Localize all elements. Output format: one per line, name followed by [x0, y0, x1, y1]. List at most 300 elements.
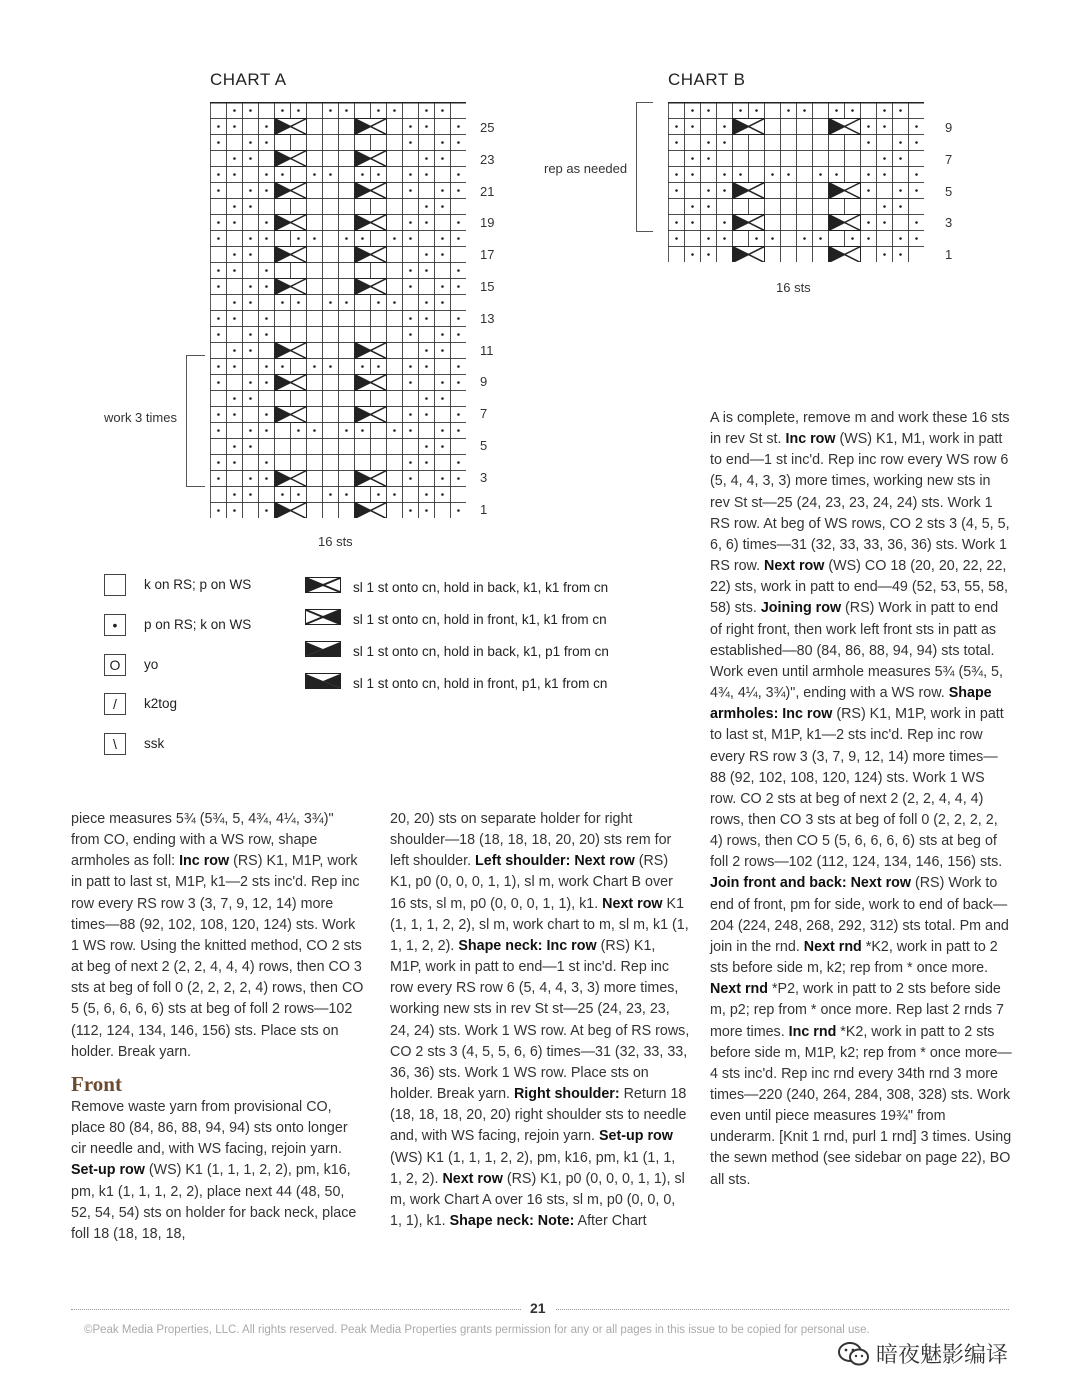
text-column-1 [71, 809, 366, 1245]
cable-cross [733, 119, 765, 135]
chart-cell [909, 151, 925, 167]
purl-dot [409, 189, 412, 192]
footer-rule-right [556, 1309, 1009, 1310]
purl-dot [409, 429, 412, 432]
chart-cell [435, 167, 451, 183]
purl-dot [265, 189, 268, 192]
cable-cross [733, 215, 765, 231]
chart-cell [339, 135, 355, 151]
purl-dot [441, 205, 444, 208]
chart-cell [339, 391, 355, 407]
purl-dot [233, 269, 236, 272]
purl-dot [819, 173, 822, 176]
cable-cross [355, 375, 387, 391]
purl-dot [249, 493, 252, 496]
chart-cell [717, 247, 733, 263]
chart-cell [291, 391, 307, 407]
chart-cell [435, 311, 451, 327]
chart-cell [227, 279, 243, 295]
col3-text: (RS) Work in patt to end of right front, then work left front sts in patt as established—80 (84, 86, 88, 94, 94) sts total. Work even until armhole measures 5¾ (5¾, 5, 4¾, 4¼, 3¾)", ending with a WS row. [710, 600, 1003, 702]
purl-dot [457, 125, 460, 128]
chart-cell [749, 199, 765, 215]
chart-cell [307, 343, 323, 359]
col2-bold: Next row [442, 1170, 503, 1187]
chart-cell [813, 183, 829, 199]
purl-dot [739, 173, 742, 176]
purl-dot [723, 125, 726, 128]
chart-cell [243, 503, 259, 519]
chart-cell [781, 231, 797, 247]
purl-dot [441, 141, 444, 144]
chart-b-sts-label: 16 sts [776, 280, 811, 295]
chart-a-row-number: 9 [480, 374, 488, 390]
chart-cell [387, 359, 403, 375]
chart-cell [323, 343, 339, 359]
chart-cell [893, 119, 909, 135]
chart-cell [765, 199, 781, 215]
chart-cell [861, 199, 877, 215]
chart-cell [813, 135, 829, 151]
cable-cross [275, 247, 307, 263]
purl-dot [393, 429, 396, 432]
chart-cell [749, 135, 765, 151]
chart-cell [419, 327, 435, 343]
purl-dot [265, 381, 268, 384]
chart-cell [419, 375, 435, 391]
chart-cell [227, 471, 243, 487]
purl-dot [377, 109, 380, 112]
purl-dot [249, 381, 252, 384]
chart-cell [371, 231, 387, 247]
purl-dot [425, 221, 428, 224]
copyright-notice: ©Peak Media Properties, LLC. All rights reserved. Peak Media Properties grants permission for any or all pages in this issue to be copied for personal use. [84, 1324, 870, 1336]
purl-dot [233, 509, 236, 512]
col1-text: (RS) K1, M1P, work in patt to last st, M1P, k1—2 sts inc'd. Rep inc row every RS row 3 (3, 7, 9, 12, 14) more times—88 (92, 102, 108, 120, 124) sts. Work 1 WS row. Using the knitted method, CO 2 sts at beg of next 2 (2, 2, 4, 4, 4) rows, then CO 3 sts at beg of foll 0 (2, 2, 2, 2, 4) rows, then CO 5 (5, 6, 6, 6, 6) sts at beg of foll 2 rows—102 (112, 124, 134, 146, 156) sts. Place sts on holder. Break yarn. [71, 853, 364, 1060]
purl-dot [297, 429, 300, 432]
purl-dot [457, 461, 460, 464]
chart-cell [419, 135, 435, 151]
purl-dot [249, 253, 252, 256]
purl-dot [265, 285, 268, 288]
chart-cell [861, 103, 877, 119]
chart-cell [813, 215, 829, 231]
chart-cell [387, 215, 403, 231]
cable-cross [275, 151, 307, 167]
col1-bold: Inc row [179, 853, 230, 870]
purl-dot [265, 413, 268, 416]
purl-dot [233, 221, 236, 224]
chart-cell [355, 439, 371, 455]
col2-text: Return 18 (18, 18, 18, 20, 20) right shoulder sts to needle and, with WS facing, rejoin yarn. [390, 1086, 687, 1145]
chart-cell [717, 151, 733, 167]
text-column-3 [710, 408, 1012, 1191]
purl-dot [265, 221, 268, 224]
chart-cell [275, 439, 291, 455]
chart-cell [877, 183, 893, 199]
purl-dot [281, 173, 284, 176]
col3-bold: Next row [850, 875, 911, 892]
chart-cell [685, 135, 701, 151]
chart-cell [669, 103, 685, 119]
col3-text: (WS) CO 18 (20, 20, 22, 22, 22) sts, work in patt to end—49 (52, 53, 55, 58, 58) sts. [710, 558, 1009, 617]
chart-cell [259, 247, 275, 263]
chart-cell [339, 471, 355, 487]
chart-a-row-number: 1 [480, 501, 488, 517]
chart-cell [435, 359, 451, 375]
purl-dot [377, 365, 380, 368]
chart-cell [371, 327, 387, 343]
purl-dot [899, 141, 902, 144]
purl-dot [441, 397, 444, 400]
chart-cell [211, 439, 227, 455]
chart-cell [797, 183, 813, 199]
chart-cell [243, 263, 259, 279]
chart-cell [323, 423, 339, 439]
chart-cell [259, 391, 275, 407]
cable-cross [733, 247, 765, 263]
chart-cell [387, 503, 403, 519]
chart-b-repeat-label: rep as needed [544, 161, 628, 176]
purl-dot [329, 109, 332, 112]
purl-dot [723, 141, 726, 144]
chart-cell [877, 231, 893, 247]
purl-dot [345, 237, 348, 240]
chart-cell [339, 407, 355, 423]
chart-cell [339, 375, 355, 391]
purl-dot [441, 477, 444, 480]
purl-dot [691, 125, 694, 128]
chart-cell [419, 231, 435, 247]
chart-cell [781, 199, 797, 215]
purl-dot [675, 173, 678, 176]
purl-dot [249, 109, 252, 112]
chart-b-grid [668, 102, 924, 262]
cable-cross [275, 407, 307, 423]
purl-dot [425, 157, 428, 160]
purl-dot [851, 109, 854, 112]
purl-dot [425, 461, 428, 464]
purl-dot [867, 173, 870, 176]
purl-dot [707, 157, 710, 160]
purl-dot [329, 301, 332, 304]
col2-text: (RS) K1, M1P, work in patt to end—1 st inc'd. Rep inc row every RS row 6 (5, 4, 4, 3, 3) more times, working new sts in rev St st—25 (24, 23, 23, 24, 24) sts. Work 1 WS row. At beg of RS rows, CO 2 sts 3 (4, 5, 5, 6, 6) times—31 (32, 33, 33, 36, 36) sts. Work 1 WS row. Place sts on holder. Break yarn. [390, 937, 690, 1103]
purl-dot [707, 109, 710, 112]
purl-dot [265, 365, 268, 368]
purl-dot [441, 493, 444, 496]
chart-cell [339, 183, 355, 199]
purl-dot [249, 477, 252, 480]
col2-text: (RS) K1, p0 (0, 0, 0, 1, 1), sl m, work Chart A over 16 sts, sl m, p0 (0, 0, 0, 1, 1), k1. [390, 1170, 685, 1229]
chart-cell [227, 135, 243, 151]
purl-dot [691, 109, 694, 112]
chart-cell [307, 391, 323, 407]
chart-cell [243, 407, 259, 423]
chart-cell [781, 215, 797, 231]
chart-cell [339, 215, 355, 231]
chart-cell [387, 151, 403, 167]
legend-yo-box: O [104, 654, 126, 676]
purl-dot [915, 221, 918, 224]
purl-dot [393, 301, 396, 304]
purl-dot [883, 221, 886, 224]
chart-cell [275, 327, 291, 343]
cable-cross [355, 119, 387, 135]
chart-cell [339, 439, 355, 455]
cable-cross [355, 503, 387, 519]
chart-cell [387, 279, 403, 295]
chart-cell [451, 487, 467, 503]
cable-cross [275, 279, 307, 295]
chart-cell [701, 167, 717, 183]
legend-c4-text: sl 1 st onto cn, hold in front, p1, k1 from cn [353, 676, 608, 691]
cable-cross [355, 471, 387, 487]
chart-cell [307, 455, 323, 471]
purl-dot [265, 141, 268, 144]
chart-cell [211, 103, 227, 119]
purl-dot [457, 317, 460, 320]
chart-cell [211, 295, 227, 311]
col3-bold: Inc row [785, 431, 836, 448]
purl-dot [265, 429, 268, 432]
chart-cell [243, 311, 259, 327]
purl-dot [899, 237, 902, 240]
chart-cell [323, 135, 339, 151]
purl-dot [723, 221, 726, 224]
purl-dot [425, 493, 428, 496]
purl-dot [233, 397, 236, 400]
chart-a-row-number: 13 [480, 310, 495, 326]
purl-dot [457, 221, 460, 224]
watermark-text: 暗夜魅影编译 [876, 1343, 1009, 1368]
purl-dot [409, 285, 412, 288]
chart-cell [227, 375, 243, 391]
cable-cross [275, 215, 307, 231]
chart-cell [339, 343, 355, 359]
purl-dot [393, 237, 396, 240]
purl-dot [249, 237, 252, 240]
purl-dot [329, 173, 332, 176]
purl-dot [361, 429, 364, 432]
chart-cell [797, 247, 813, 263]
purl-dot [217, 413, 220, 416]
purl-dot [281, 301, 284, 304]
chart-a-title: CHART A [210, 70, 287, 89]
chart-cell [291, 167, 307, 183]
purl-dot [457, 173, 460, 176]
purl-dot [425, 317, 428, 320]
purl-dot [441, 237, 444, 240]
chart-a-row-number: 5 [480, 438, 488, 453]
chart-cell [275, 263, 291, 279]
col3-bold: Next rnd [710, 981, 768, 998]
chart-cell [307, 119, 323, 135]
purl-dot [233, 317, 236, 320]
purl-dot [915, 125, 918, 128]
chart-cell [291, 263, 307, 279]
chart-a-row-number: 21 [480, 183, 495, 199]
purl-dot [883, 125, 886, 128]
chart-cell [307, 375, 323, 391]
chart-cell [733, 135, 749, 151]
chart-cell [211, 343, 227, 359]
col3-text: *K2, work in patt to 2 sts before side m, M1P, k2; rep from * once more—4 sts inc'd. Rep inc rnd every 34th rnd 3 more times—220 (240, 264, 284, 308, 328) sts. Work even until piece measures 19¾" from underarm. [Knit 1 rnd, purl 1 rnd] 3 times. Using the sewn method (see sidebar on page 22), BO all sts. [710, 1023, 1012, 1188]
cable-cross [355, 407, 387, 423]
purl-dot [265, 317, 268, 320]
chart-cell [323, 119, 339, 135]
chart-cell [813, 151, 829, 167]
purl-dot [441, 285, 444, 288]
chart-cell [829, 199, 845, 215]
purl-dot [441, 445, 444, 448]
cable-cross [275, 119, 307, 135]
chart-cell [451, 103, 467, 119]
chart-cell [701, 215, 717, 231]
purl-dot [441, 349, 444, 352]
purl-dot [867, 237, 870, 240]
chart-cell [323, 263, 339, 279]
purl-dot [217, 365, 220, 368]
legend-yo-text: yo [144, 657, 159, 672]
purl-dot [265, 509, 268, 512]
chart-cell [909, 199, 925, 215]
purl-dot [265, 125, 268, 128]
purl-dot [441, 381, 444, 384]
chart-cell [339, 327, 355, 343]
chart-cell [307, 327, 323, 343]
chart-b-row-number: 9 [945, 120, 953, 135]
chart-cell [387, 135, 403, 151]
chart-cell [403, 151, 419, 167]
purl-dot [425, 445, 428, 448]
chart-a-row-number: 17 [480, 247, 495, 263]
purl-dot [409, 333, 412, 336]
purl-dot [233, 109, 236, 112]
purl-dot [457, 285, 460, 288]
purl-dot [281, 365, 284, 368]
purl-dot [249, 349, 252, 352]
purl-dot [739, 109, 742, 112]
col3-text: (RS) Work to end of front, pm for side, work to end of back—204 (224, 248, 268, 292, 312) sts total. Pm and join in the rnd. [710, 875, 1009, 955]
chart-cell [733, 199, 749, 215]
chart-cell [291, 455, 307, 471]
purl-dot [883, 173, 886, 176]
chart-cell [259, 103, 275, 119]
chart-cell [403, 391, 419, 407]
purl-dot [915, 237, 918, 240]
chart-cell [323, 183, 339, 199]
chart-cell [243, 167, 259, 183]
chart-cell [291, 359, 307, 375]
chart-cell [259, 343, 275, 359]
col3-text: (RS) K1, M1P, work in patt to last st, M1P, k1—2 sts inc'd. Rep inc row every RS row 3 (3, 7, 9, 12, 14) more times—88 (92, 102, 108, 120, 124) sts. Work 1 WS row. CO 2 sts at beg of next 2 (2, 2, 4, 4, 4) rows, then CO 3 sts at beg of foll 0 (2, 2, 2, 2, 4) rows, then CO 5 (5, 6, 6, 6, 6) sts at beg of foll 2 rows—102 (112, 124, 134, 146, 156) sts. [710, 706, 1004, 871]
purl-dot [265, 333, 268, 336]
purl-dot [707, 189, 710, 192]
chart-cell [387, 407, 403, 423]
purl-dot [313, 237, 316, 240]
chart-cell [307, 199, 323, 215]
chart-cell [829, 135, 845, 151]
cable-cross [829, 215, 861, 231]
chart-cell [387, 391, 403, 407]
chart-cell [339, 167, 355, 183]
cable-cross [829, 247, 861, 263]
chart-cell [451, 343, 467, 359]
purl-dot [217, 381, 220, 384]
chart-cell [275, 135, 291, 151]
purl-dot [771, 173, 774, 176]
chart-cell [685, 183, 701, 199]
purl-dot [425, 413, 428, 416]
purl-dot [233, 461, 236, 464]
purl-dot [297, 237, 300, 240]
chart-cell [765, 135, 781, 151]
chart-cell [909, 103, 925, 119]
chart-a-row-number: 23 [480, 151, 495, 167]
chart-cell [893, 215, 909, 231]
purl-dot [409, 221, 412, 224]
chart-cell [797, 135, 813, 151]
purl-dot [915, 189, 918, 192]
purl-dot [915, 141, 918, 144]
chart-cell [323, 503, 339, 519]
purl-dot [249, 429, 252, 432]
purl-dot [819, 237, 822, 240]
purl-dot [675, 189, 678, 192]
chart-cell [307, 135, 323, 151]
front-heading: Front [71, 1071, 122, 1096]
purl-dot [329, 493, 332, 496]
chart-cell [451, 247, 467, 263]
chart-cell [371, 135, 387, 151]
chart-cell [403, 343, 419, 359]
chart-b-row-number: 7 [945, 151, 953, 167]
chart-cell [355, 263, 371, 279]
chart-cell [323, 407, 339, 423]
chart-cell [829, 151, 845, 167]
chart-cell [339, 199, 355, 215]
chart-cell [323, 247, 339, 263]
col3-text: *K2, work in patt to 2 sts before side m, k2; rep from * once more. [710, 938, 998, 977]
cable-cross [355, 215, 387, 231]
chart-cell [307, 247, 323, 263]
purl-dot [265, 461, 268, 464]
chart-cell [685, 231, 701, 247]
purl-dot [867, 221, 870, 224]
left-cross-knit-icon [305, 609, 341, 625]
purl-dot [313, 365, 316, 368]
purl-dot [425, 301, 428, 304]
purl-dot [217, 333, 220, 336]
purl-dot [707, 253, 710, 256]
chart-cell [387, 199, 403, 215]
purl-dot [297, 301, 300, 304]
chart-cell [387, 327, 403, 343]
col2-bold: Shape neck: Note: [449, 1212, 575, 1229]
chart-cell [813, 103, 829, 119]
chart-cell [403, 103, 419, 119]
col1-text: Remove waste yarn from provisional CO, place 80 (84, 86, 88, 94, 94) sts onto longer cir needle and, with WS facing, rejoin yarn. [71, 1098, 348, 1158]
chart-cell [355, 199, 371, 215]
chart-cell [259, 199, 275, 215]
purl-dot [377, 173, 380, 176]
chart-cell [275, 311, 291, 327]
chart-cell [259, 487, 275, 503]
chart-cell [291, 135, 307, 151]
col3-bold: Next row [764, 558, 825, 575]
chart-cell [371, 311, 387, 327]
col2-text: (WS) K1 (1, 1, 1, 2, 2), pm, k16, pm, k1 (1, 1, 1, 2, 2). [390, 1149, 676, 1187]
cable-cross [275, 375, 307, 391]
